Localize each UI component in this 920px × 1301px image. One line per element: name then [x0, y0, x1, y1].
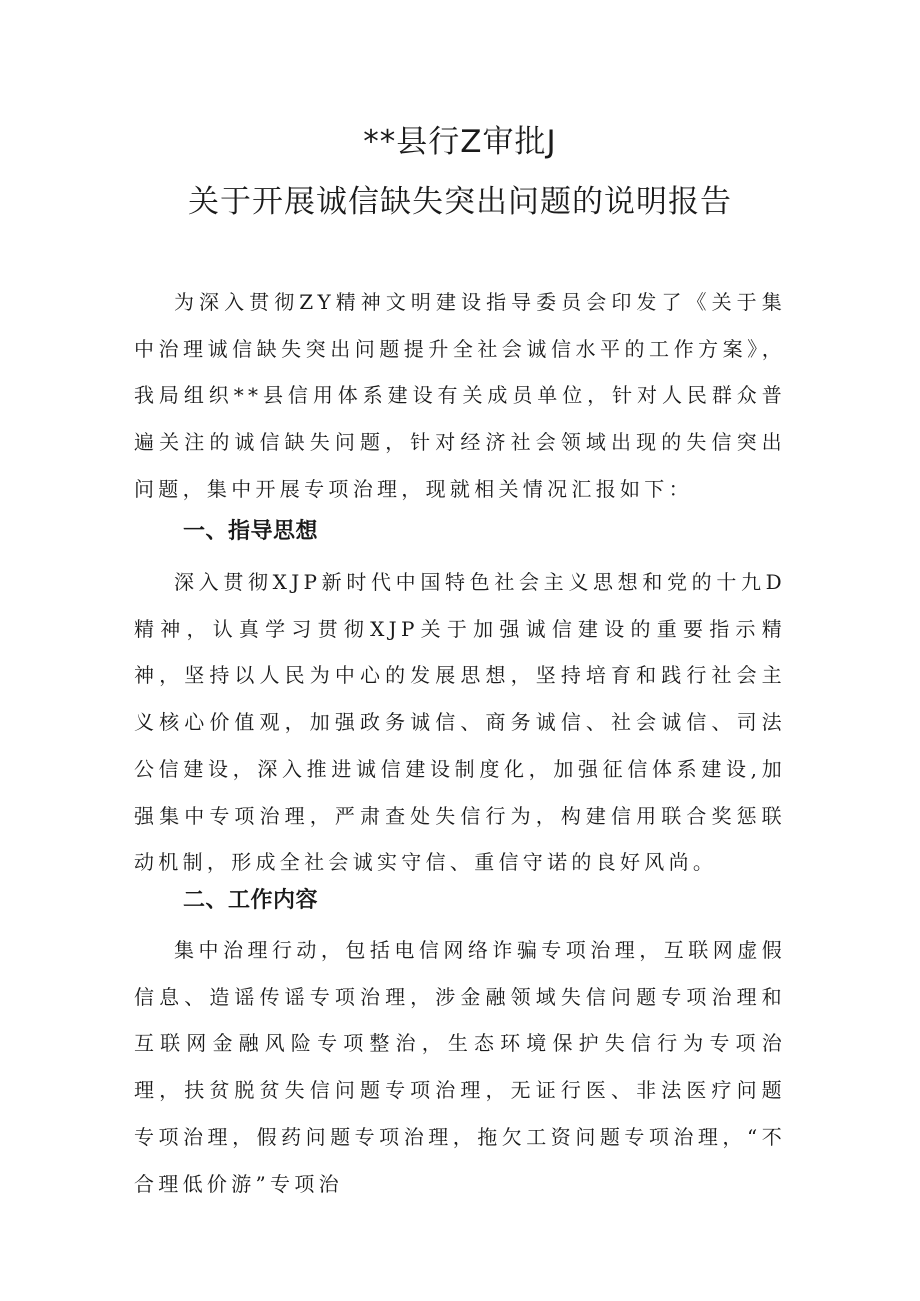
document-title-line-2: 关于开展诚信缺失突出问题的说明报告: [188, 184, 732, 220]
intro-paragraph: 为深入贯彻ZY精神文明建设指导委员会印发了《关于集中治理诚信缺失突出问题提升全社会诚信水平的工作方案》，我局组织**县信用体系建设有关成员单位，针对人民群众普遍关注的诚信缺失问题，针对经济社会领域出现的失信突出问题，集中开展专项治理，现就相关情况汇报如下：: [134, 290, 786, 501]
section-paragraph-guiding-ideology: 深入贯彻XJP新时代中国特色社会主义思想和党的十九D精神，认真学习贯彻XJP关于加强诚信建设的重要指示精神，坚持以人民为中心的发展思想，坚持培育和践行社会主义核心价值观，加强政务诚信、商务诚信、社会诚信、司法公信建设，深入推进诚信建设制度化，加强征信体系建设,加强集中专项治理，严肃查处失信行为，构建信用联合奖惩联动机制，形成全社会诚实守信、重信守诺的良好风尚。: [134, 570, 786, 875]
section-paragraph-work-content: 集中治理行动，包括电信网络诈骗专项治理，互联网虚假信息、造谣传谣专项治理，涉金融领域失信问题专项治理和互联网金融风险专项整治，生态环境保护失信行为专项治理，扶贫脱贫失信问题专项治理，无证行医、非法医疗问题专项治理，假药问题专项治理，拖欠工资问题专项治理，“不合理低价游”专项治: [134, 938, 786, 1196]
document-title-line-1: **县行Z审批J: [363, 124, 557, 160]
section-heading-work-content: 二、工作内容: [183, 888, 319, 913]
section-heading-guiding-ideology: 一、指导思想: [183, 519, 319, 544]
